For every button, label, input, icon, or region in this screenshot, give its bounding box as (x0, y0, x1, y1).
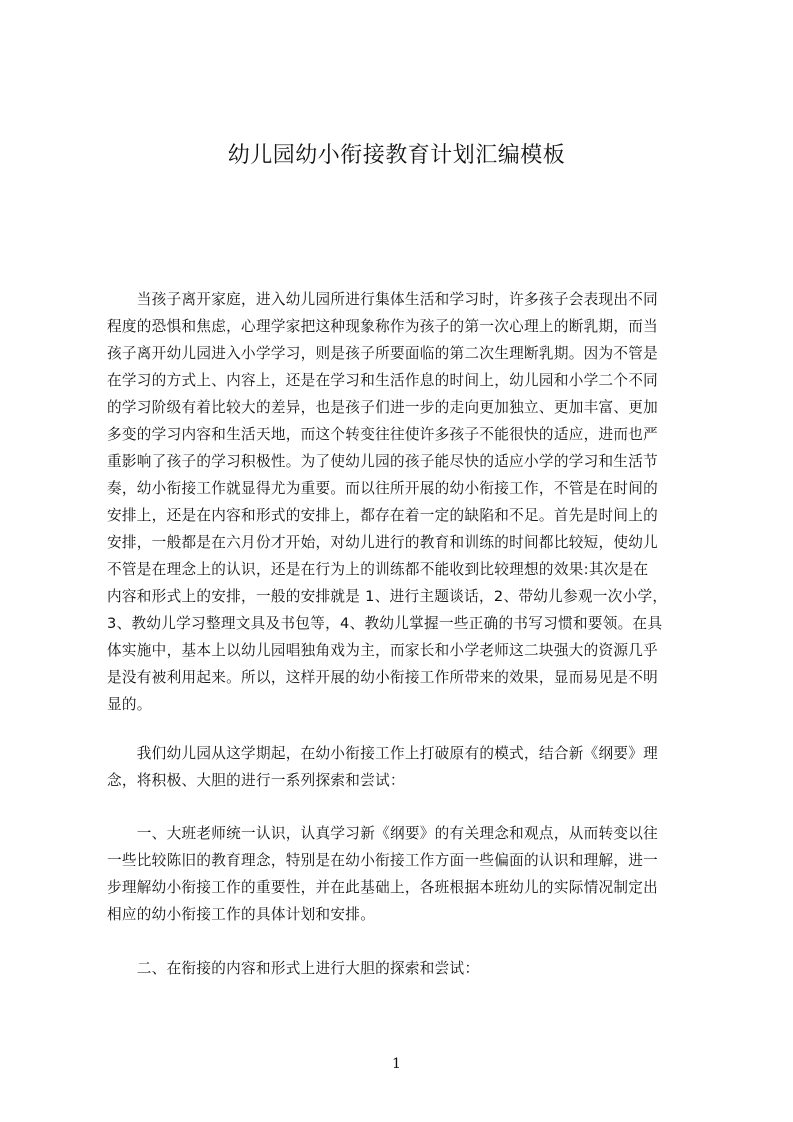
text-line: 一些比较陈旧的教育理念，特别是在幼小衔接工作方面一些偏面的认识和理解，进一 (107, 852, 659, 869)
text-line: 体实施中，基本上以幼儿园唱独角戏为主，而家长和小学老师这二块强大的资源几乎 (107, 642, 659, 659)
text-line: 我们幼儿园从这学期起，在幼小衔接工作上打破原有的模式，结合新《纲要》理 (107, 745, 659, 762)
text-line: 在学习的方式上、内容上，还是在学习和生活作息的时间上，幼儿园和小学二个不同 (107, 372, 659, 389)
text-line: 重影响了孩子的学习积极性。为了使幼儿园的孩子能尽快的适应小学的学习和生活节 (107, 453, 659, 470)
text-line: 孩子离开幼儿园进入小学学习，则是孩子所要面临的第二次生理断乳期。因为不管是 (107, 345, 659, 362)
text-line: 安排上，还是在内容和形式的安排上，都存在着一定的缺陷和不足。首先是时间上的 (107, 507, 659, 524)
text-line: 的学习阶级有着比较大的差异，也是孩子们进一步的走向更加独立、更加丰富、更加 (107, 399, 659, 416)
text-line: 不管是在理念上的认识，还是在行为上的训练都不能收到比较理想的效果:其次是在 (107, 561, 649, 578)
text-line: 多变的学习内容和生活天地，而这个转变往往使许多孩子不能很快的适应，进而也严 (107, 426, 659, 443)
text-line: 是没有被利用起来。所以，这样开展的幼小衔接工作所带来的效果，显而易见是不明 (107, 669, 659, 686)
text-line: 奏，幼小衔接工作就显得尤为重要。而以往所开展的幼小衔接工作，不管是在时间的 (107, 480, 659, 497)
text-line: 念，将积极、大胆的进行一系列探索和尝试： (107, 772, 405, 789)
document-title: 幼儿园幼小衔接教育计划汇编模板 (227, 143, 566, 168)
text-line: 内容和形式上的安排，一般的安排就是 1、进行主题谈话，2、带幼儿参观一次小学， (107, 588, 668, 605)
text-line: 安排，一般都是在六月份才开始，对幼儿进行的教育和训练的时间都比较短，使幼儿 (107, 534, 659, 551)
text-line: 程度的恐惧和焦虑，心理学家把这种现象称作为孩子的第一次心理上的断乳期，而当 (107, 318, 659, 335)
text-line: 步理解幼小衔接工作的重要性，并在此基础上，各班根据本班幼儿的实际情况制定出 (107, 879, 659, 896)
text-line: 显的。 (107, 696, 152, 713)
text-line: 当孩子离开家庭，进入幼儿园所进行集体生活和学习时，许多孩子会表现出不同 (107, 291, 659, 308)
text-line: 3、教幼儿学习整理文具及书包等，4、教幼儿掌握一些正确的书写习惯和要领。在具 (107, 615, 663, 632)
text-line: 相应的幼小衔接工作的具体计划和安排。 (107, 906, 376, 923)
page-number: 1 (392, 1056, 401, 1072)
text-line: 二、在衔接的内容和形式上进行大胆的探索和尝试： (107, 960, 480, 977)
text-line: 一、大班老师统一认识，认真学习新《纲要》的有关理念和观点，从而转变以往 (107, 825, 659, 842)
